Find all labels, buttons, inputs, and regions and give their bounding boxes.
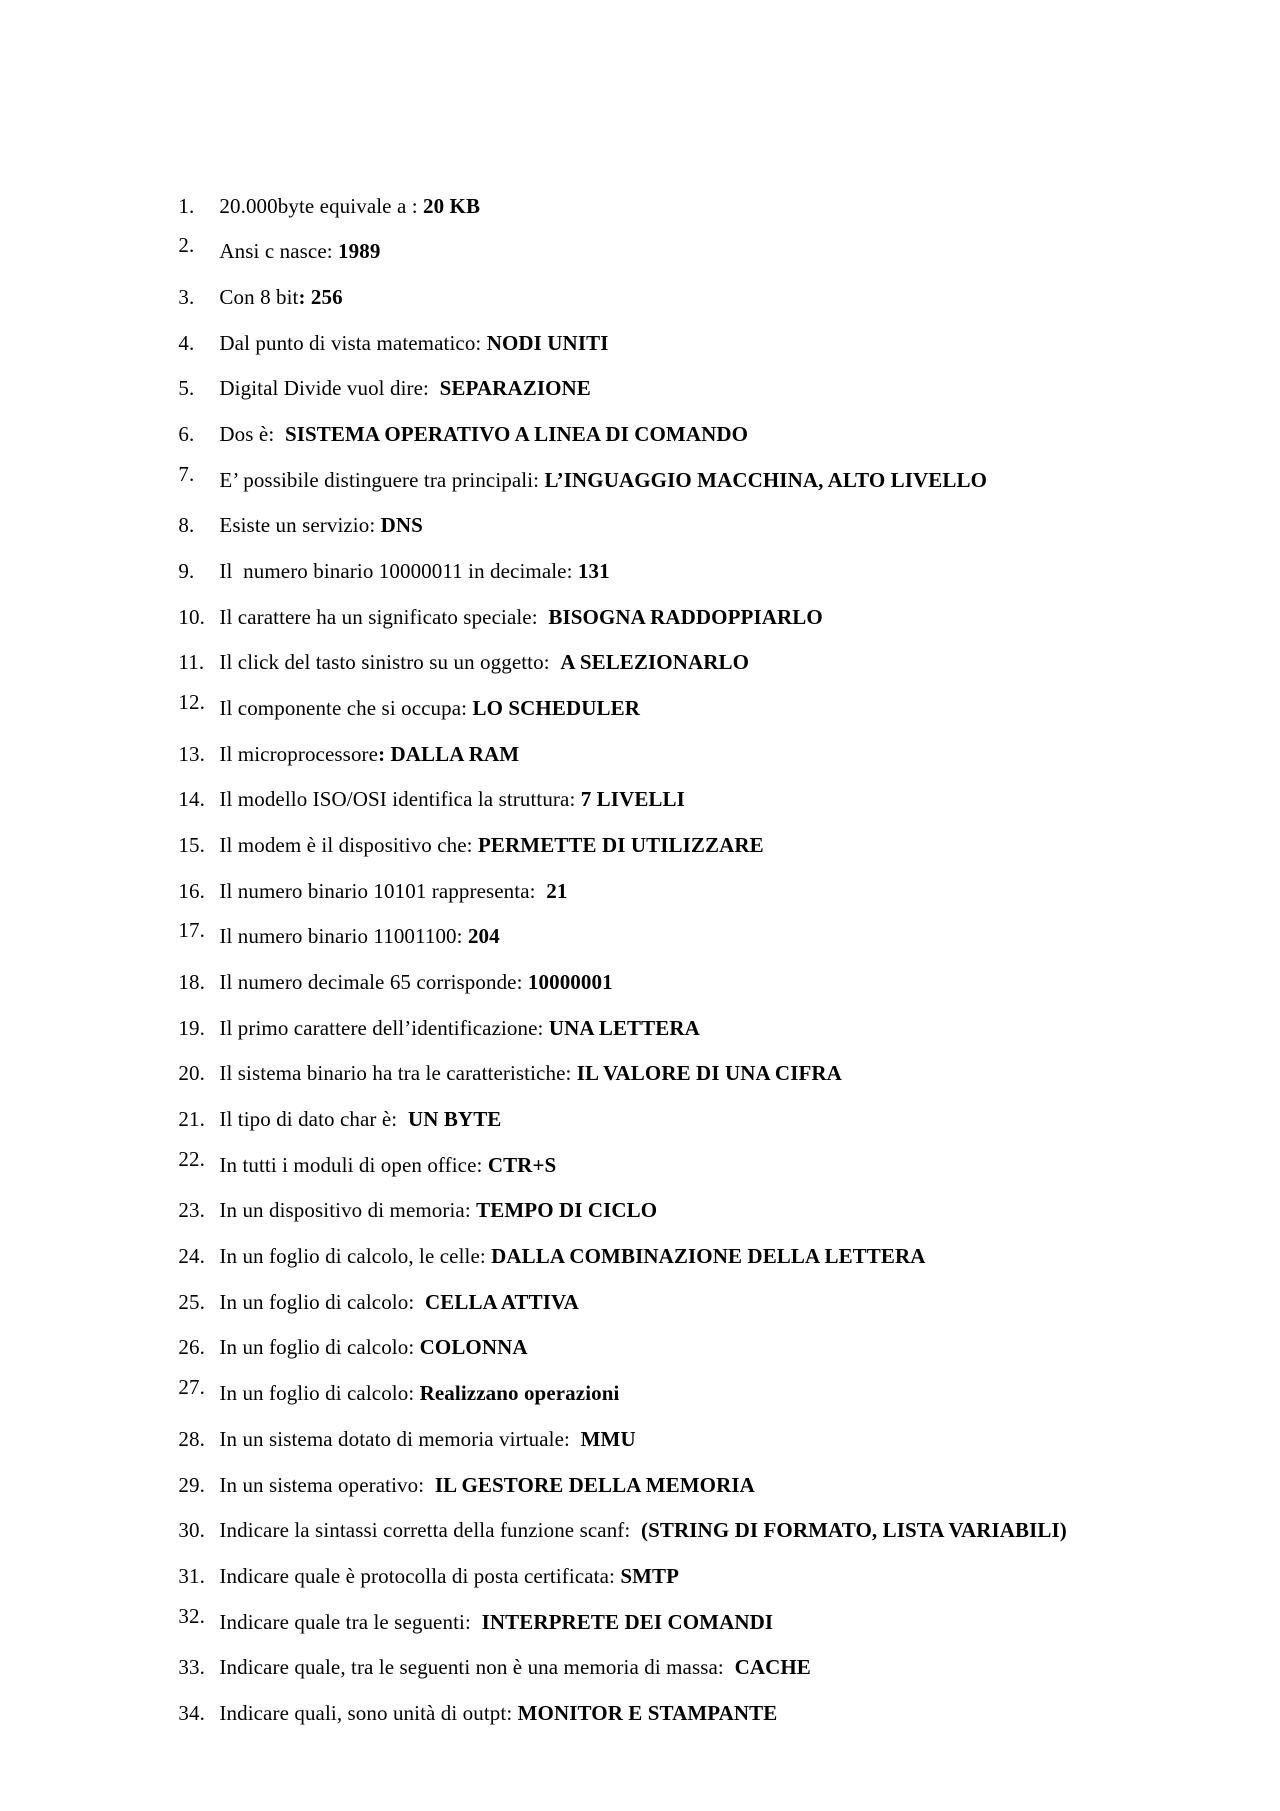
- item-text: [219, 513, 423, 537]
- item-answer: UN BYTE: [407, 1107, 502, 1132]
- item-number: 21.: [178, 1107, 205, 1132]
- item-text: [219, 970, 612, 994]
- item-text: [219, 1198, 657, 1222]
- list-item: [157, 138, 1240, 218]
- item-number: 25.: [178, 1289, 205, 1314]
- item-answer: IL GESTORE DELLA MEMORIA: [434, 1472, 755, 1497]
- quiz-answer-list: [157, 138, 1240, 1725]
- item-question: Digital Divide vuol dire:: [219, 376, 440, 401]
- item-question: Con 8 bit: [219, 285, 299, 310]
- item-question: Il sistema binario ha tra le caratteristiche:: [219, 1061, 577, 1086]
- item-text: [219, 331, 608, 355]
- item-number: 26.: [178, 1335, 205, 1360]
- item-number: 1.: [178, 193, 195, 218]
- item-text: [219, 787, 685, 811]
- item-answer: : DALLA RAM: [378, 741, 520, 766]
- item-question: In tutti i moduli di open office:: [219, 1152, 488, 1177]
- item-text: [219, 239, 380, 263]
- item-question: Il microprocessore: [219, 741, 379, 766]
- item-question: In un foglio di calcolo, le celle:: [219, 1244, 492, 1269]
- item-number: 8.: [178, 513, 195, 538]
- item-question: Dos è:: [219, 422, 285, 447]
- item-number: 11.: [178, 650, 205, 675]
- item-answer: TEMPO DI CICLO: [476, 1198, 658, 1223]
- item-text: [219, 1518, 1066, 1542]
- item-text: [219, 285, 342, 309]
- item-answer: INTERPRETE DEI COMANDI: [481, 1609, 774, 1634]
- item-question: Esiste un servizio:: [219, 513, 381, 538]
- item-answer: CTR+S: [487, 1152, 557, 1177]
- item-question: In un foglio di calcolo:: [219, 1289, 425, 1314]
- item-text: [219, 1610, 773, 1634]
- item-answer: DNS: [380, 513, 423, 538]
- item-question: In un sistema dotato di memoria virtuale:: [219, 1426, 581, 1451]
- item-text: [219, 1016, 700, 1040]
- item-question: Indicare la sintassi corretta della funzione scanf:: [219, 1518, 642, 1543]
- item-number: 22.: [178, 1146, 205, 1171]
- item-text: [219, 194, 480, 218]
- item-text: [219, 559, 609, 583]
- item-text: [219, 1473, 755, 1497]
- item-answer: SMTP: [620, 1563, 680, 1588]
- item-number: 31.: [178, 1563, 205, 1588]
- item-question: Il numero binario 10000011 in decimale:: [219, 559, 578, 584]
- item-number: 12.: [178, 690, 205, 715]
- item-question: In un foglio di calcolo:: [219, 1335, 420, 1360]
- item-answer: MONITOR E STAMPANTE: [517, 1700, 778, 1725]
- item-answer: 20 KB: [423, 193, 481, 218]
- item-answer: CACHE: [734, 1655, 811, 1680]
- item-question: Indicare quale, tra le seguenti non è una memoria di massa:: [219, 1655, 735, 1680]
- item-number: 32.: [178, 1603, 205, 1628]
- item-number: 17.: [178, 918, 205, 943]
- item-text: [219, 696, 640, 720]
- item-number: 34.: [178, 1700, 205, 1725]
- item-answer: 204: [467, 924, 500, 949]
- item-answer: DALLA COMBINAZIONE DELLA LETTERA: [491, 1244, 926, 1269]
- item-number: 15.: [178, 833, 205, 858]
- item-text: [219, 1290, 578, 1314]
- item-answer: IL VALORE DI UNA CIFRA: [576, 1061, 842, 1086]
- item-question: Il numero binario 10101 rappresenta:: [219, 878, 547, 903]
- item-text: [219, 924, 499, 948]
- item-number: 29.: [178, 1472, 205, 1497]
- item-question: Il componente che si occupa:: [219, 696, 473, 721]
- item-answer: SEPARAZIONE: [439, 376, 591, 401]
- item-question: In un sistema operativo:: [219, 1472, 435, 1497]
- item-number: 5.: [178, 376, 195, 401]
- item-answer: 131: [577, 559, 610, 584]
- item-question: Il modem è il dispositivo che:: [219, 833, 478, 858]
- item-text: [219, 650, 749, 674]
- item-answer: PERMETTE DI UTILIZZARE: [477, 833, 764, 858]
- item-text: [219, 376, 591, 400]
- item-answer: 1989: [338, 239, 381, 264]
- item-number: 9.: [178, 559, 195, 584]
- item-text: [219, 1107, 501, 1131]
- item-text: [219, 422, 748, 446]
- item-text: [219, 1061, 842, 1085]
- item-number: 7.: [178, 461, 195, 486]
- item-answer: COLONNA: [419, 1335, 528, 1360]
- item-question: In un foglio di calcolo:: [219, 1381, 420, 1406]
- item-question: Ansi c nasce:: [219, 239, 339, 264]
- item-answer: Realizzano operazioni: [419, 1381, 620, 1406]
- item-answer: : 256: [298, 285, 343, 310]
- item-answer: 10000001: [527, 970, 613, 995]
- item-text: [219, 1564, 679, 1588]
- item-question: Indicare quale tra le seguenti:: [219, 1609, 482, 1634]
- item-answer: 21: [546, 878, 568, 903]
- item-number: 27.: [178, 1375, 205, 1400]
- item-question: Il modello ISO/OSI identifica la struttura:: [219, 787, 581, 812]
- item-text: [219, 833, 763, 857]
- item-question: Il primo carattere dell’identificazione:: [219, 1015, 549, 1040]
- item-question: In un dispositivo di memoria:: [219, 1198, 477, 1223]
- item-question: Il tipo di dato char è:: [219, 1107, 408, 1132]
- item-answer: (STRING DI FORMATO, LISTA VARIABILI): [641, 1518, 1067, 1543]
- item-question: E’ possibile distinguere tra principali:: [219, 467, 545, 492]
- item-text: [219, 1655, 811, 1679]
- item-answer: CELLA ATTIVA: [424, 1289, 579, 1314]
- item-text: [219, 1427, 635, 1451]
- item-text: [219, 1381, 619, 1405]
- item-text: [219, 1335, 527, 1359]
- item-question: Dal punto di vista matematico:: [219, 330, 487, 355]
- item-number: 13.: [178, 741, 205, 766]
- item-number: 14.: [178, 787, 205, 812]
- item-number: 2.: [178, 233, 195, 258]
- item-number: 3.: [178, 285, 195, 310]
- item-text: [219, 1153, 556, 1177]
- item-question: Il carattere ha un significato speciale:: [219, 604, 549, 629]
- item-number: 4.: [178, 330, 195, 355]
- item-question: Il click del tasto sinistro su un oggetto:: [219, 650, 561, 675]
- item-number: 19.: [178, 1015, 205, 1040]
- item-number: 33.: [178, 1655, 205, 1680]
- item-answer: SISTEMA OPERATIVO A LINEA DI COMANDO: [284, 422, 749, 447]
- item-answer: BISOGNA RADDOPPIARLO: [548, 604, 823, 629]
- item-number: 24.: [178, 1244, 205, 1269]
- item-text: [219, 468, 987, 492]
- item-number: 6.: [178, 422, 195, 447]
- item-answer: LO SCHEDULER: [472, 696, 640, 721]
- item-answer: UNA LETTERA: [548, 1015, 700, 1040]
- item-number: 18.: [178, 970, 205, 995]
- item-number: 23.: [178, 1198, 205, 1223]
- item-text: [219, 742, 519, 766]
- item-number: 28.: [178, 1426, 205, 1451]
- item-text: [219, 1244, 925, 1268]
- item-question: Il numero decimale 65 corrisponde:: [219, 970, 528, 995]
- item-answer: A SELEZIONARLO: [560, 650, 750, 675]
- item-question: 20.000byte equivale a :: [219, 193, 423, 218]
- item-number: 30.: [178, 1518, 205, 1543]
- item-answer: L’INGUAGGIO MACCHINA, ALTO LIVELLO: [544, 467, 988, 492]
- item-question: Indicare quali, sono unità di outpt:: [219, 1700, 518, 1725]
- item-text: [219, 605, 822, 629]
- item-number: 10.: [178, 604, 205, 629]
- item-answer: MMU: [580, 1426, 636, 1451]
- item-question: Indicare quale è protocolla di posta certificata:: [219, 1563, 621, 1588]
- item-number: 16.: [178, 878, 205, 903]
- item-answer: NODI UNITI: [486, 330, 609, 355]
- item-number: 20.: [178, 1061, 205, 1086]
- item-text: [219, 1701, 777, 1725]
- item-answer: 7 LIVELLI: [580, 787, 685, 812]
- item-text: [219, 879, 567, 903]
- item-question: Il numero binario 11001100:: [219, 924, 468, 949]
